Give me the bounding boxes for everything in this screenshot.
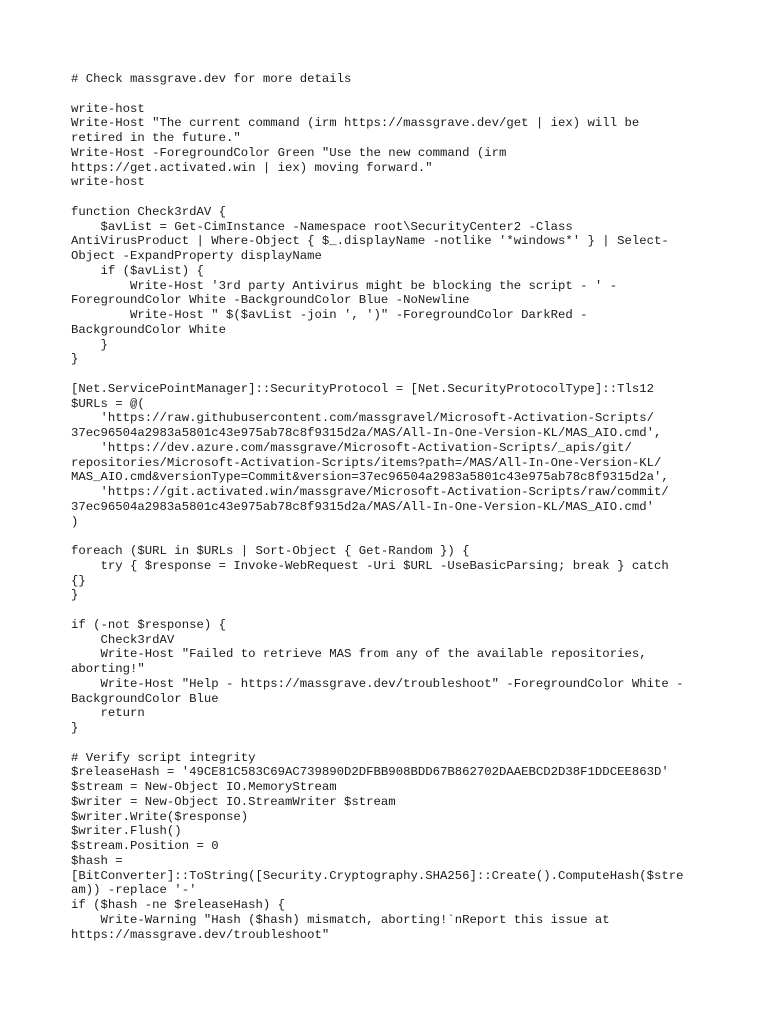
code-line: $writer = New-Object IO.StreamWriter $stream bbox=[71, 794, 396, 809]
code-line: Write-Host -ForegroundColor Green "Use the new command (irm bbox=[71, 145, 507, 160]
code-line: function Check3rdAV { bbox=[71, 204, 226, 219]
code-line: $writer.Flush() bbox=[71, 824, 182, 839]
code-line bbox=[71, 736, 711, 751]
code-line: ) bbox=[71, 514, 79, 529]
code-line: $stream = New-Object IO.MemoryStream bbox=[71, 780, 337, 794]
code-line: return bbox=[71, 706, 145, 721]
code-line: Write-Host "Help - https://massgrave.dev/troubleshoot" -ForegroundColor White - bbox=[71, 676, 684, 691]
code-line: aborting!" bbox=[71, 662, 145, 676]
code-line: write-host bbox=[71, 175, 145, 190]
code-line: try { $response = Invoke-WebRequest -Uri $URL -UseBasicParsing; break } catch bbox=[71, 558, 669, 573]
code-line: if ($avList) { bbox=[71, 263, 204, 278]
code-line: Object -ExpandProperty displayName bbox=[71, 249, 322, 263]
code-line: am)) -replace '-' bbox=[71, 883, 197, 898]
code-line: } bbox=[71, 337, 108, 352]
code-line: [Net.ServicePointManager]::SecurityProtocol = [Net.SecurityProtocolType]::Tls12 bbox=[71, 381, 654, 396]
code-line: # Check massgrave.dev for more details bbox=[71, 72, 352, 86]
code-line: foreach ($URL in $URLs | Sort-Object { Get-Random }) { bbox=[71, 544, 470, 558]
code-line: BackgroundColor White bbox=[71, 322, 226, 337]
code-line: if (-not $response) { bbox=[71, 617, 226, 632]
code-line: Write-Host " $($avList -join ', ')" -ForegroundColor DarkRed - bbox=[71, 308, 588, 322]
code-line: Write-Host '3rd party Antivirus might be blocking the script - ' - bbox=[71, 278, 618, 293]
code-line: retired in the future." bbox=[71, 131, 241, 145]
code-line: # Verify script integrity bbox=[71, 750, 256, 765]
code-line: $hash = bbox=[71, 853, 123, 868]
code-line: https://massgrave.dev/troubleshoot" bbox=[71, 927, 330, 942]
code-line: https://get.activated.win | iex) moving forward." bbox=[71, 160, 433, 175]
code-line: Write-Warning "Hash ($hash) mismatch, aborting!`nReport this issue at bbox=[71, 912, 610, 927]
code-line bbox=[71, 603, 711, 618]
code-line: ForegroundColor White -BackgroundColor Blue -NoNewline bbox=[71, 293, 470, 308]
code-line: 'https://git.activated.win/massgrave/Microsoft-Activation-Scripts/raw/commit/ bbox=[71, 485, 669, 499]
code-line: {} bbox=[71, 573, 86, 588]
code-line bbox=[71, 367, 711, 382]
code-line: } bbox=[71, 352, 79, 367]
code-line: } bbox=[71, 721, 79, 735]
code-line: } bbox=[71, 588, 79, 603]
code-line: $writer.Write($response) bbox=[71, 809, 249, 824]
code-line: 'https://raw.githubusercontent.com/massgravel/Microsoft-Activation-Scripts/ bbox=[71, 411, 654, 426]
code-line: 'https://dev.azure.com/massgrave/Microsoft-Activation-Scripts/_apis/git/ bbox=[71, 440, 632, 455]
code-line: repositories/Microsoft-Activation-Scripts/items?path=/MAS/All-In-One-Version-KL/ bbox=[71, 455, 662, 470]
code-line: $URLs = @( bbox=[71, 396, 145, 411]
code-line bbox=[71, 87, 711, 102]
code-line: Check3rdAV bbox=[71, 632, 175, 647]
code-line: write-host bbox=[71, 101, 145, 116]
code-line: $stream.Position = 0 bbox=[71, 839, 219, 853]
code-line: Write-Host "Failed to retrieve MAS from any of the available repositories, bbox=[71, 647, 647, 662]
code-line: BackgroundColor Blue bbox=[71, 691, 219, 706]
code-line: AntiVirusProduct | Where-Object { $_.displayName -notlike '*windows*' } | Select- bbox=[71, 234, 669, 249]
code-document bbox=[71, 72, 711, 942]
code-line: if ($hash -ne $releaseHash) { bbox=[71, 898, 286, 912]
code-line: $releaseHash = '49CE81C583C69AC739890D2DFBB908BDD67B862702DAAEBCD2D38F1DDCEE863D' bbox=[71, 765, 669, 780]
code-line: MAS_AIO.cmd&versionType=Commit&version=37ec96504a2983a5801c43e975ab78c8f9315d2a', bbox=[71, 470, 669, 485]
code-line: Write-Host "The current command (irm https://massgrave.dev/get | iex) will be bbox=[71, 116, 640, 131]
code-line: 37ec96504a2983a5801c43e975ab78c8f9315d2a/MAS/All-In-One-Version-KL/MAS_AIO.cmd', bbox=[71, 426, 662, 440]
code-line bbox=[71, 529, 711, 544]
code-line: 37ec96504a2983a5801c43e975ab78c8f9315d2a/MAS/All-In-One-Version-KL/MAS_AIO.cmd' bbox=[71, 499, 654, 514]
code-line bbox=[71, 190, 711, 205]
code-line: $avList = Get-CimInstance -Namespace root\SecurityCenter2 -Class bbox=[71, 219, 573, 234]
code-line: [BitConverter]::ToString([Security.Cryptography.SHA256]::Create().ComputeHash($stre bbox=[71, 868, 684, 883]
